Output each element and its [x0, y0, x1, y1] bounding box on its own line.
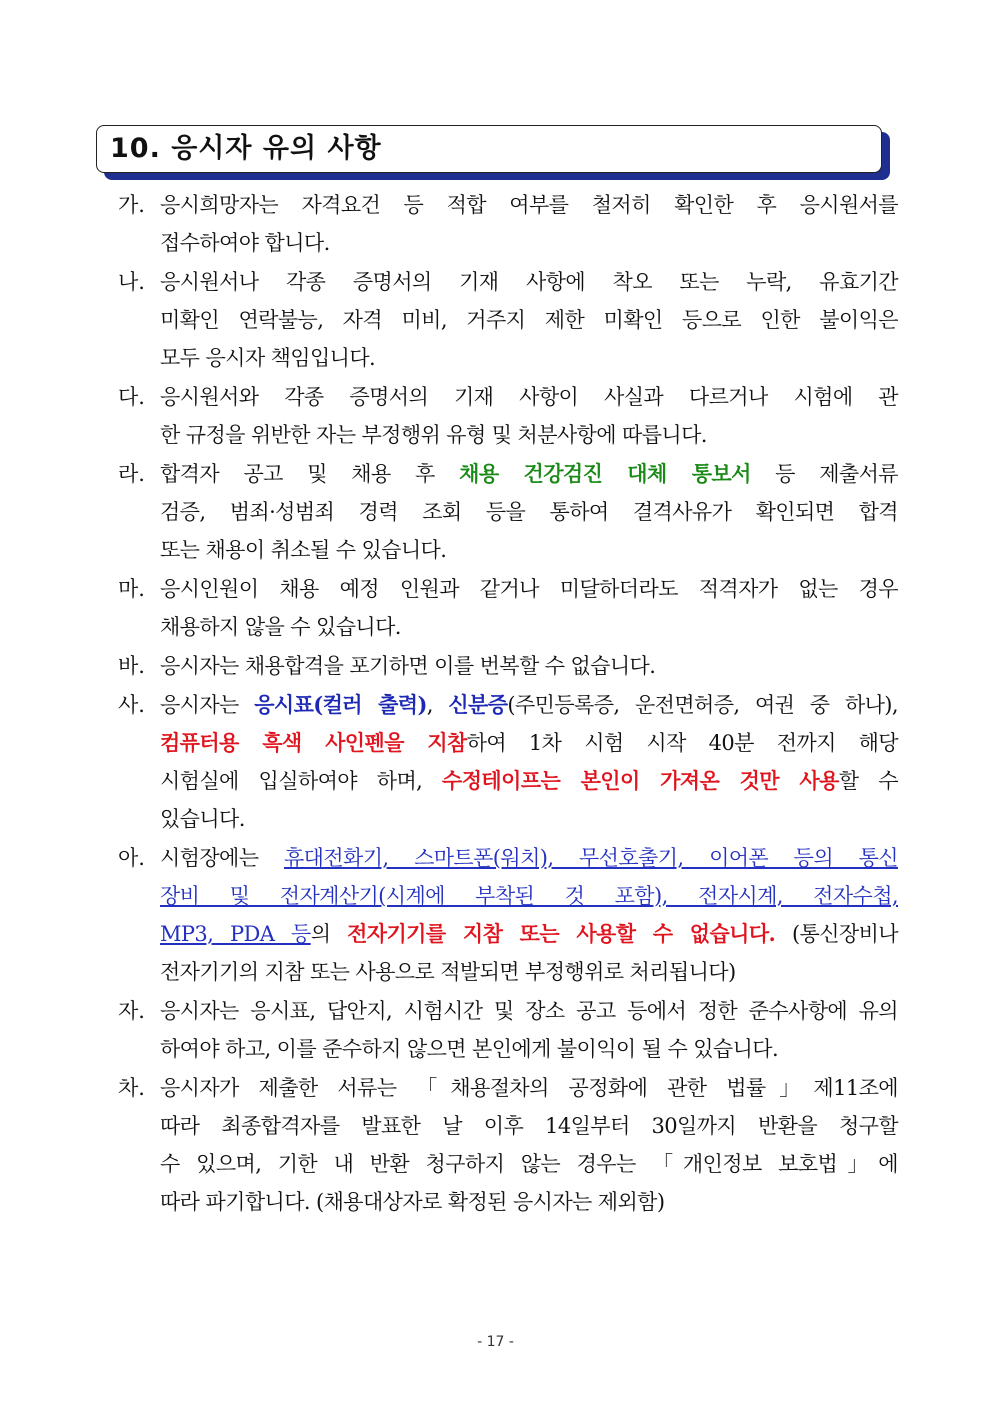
item-marker: 아. — [118, 846, 145, 870]
body-text: 접수하여야 합니다. — [160, 231, 330, 255]
body-text: 전자기기의 지참 또는 사용으로 적발되면 부정행위로 처리됩니다) — [160, 960, 736, 984]
item-line — [160, 1107, 898, 1145]
body-text: 응시자는 응시표, 답안지, 시험시간 및 장소 공고 등에서 정한 준수사항에 유의 — [160, 999, 898, 1023]
emphasis-text: 신분증 — [448, 692, 508, 717]
item-line — [160, 263, 898, 301]
item-line — [160, 647, 898, 685]
body-text: 채용하지 않을 수 있습니다. — [160, 615, 401, 639]
item-line — [160, 1145, 898, 1183]
body-text: 시험실에 입실하여야 하며, — [160, 769, 443, 793]
body-text: 응시자가 제출한 서류는 「채용절차의 공정화에 관한 법률」제11조에 — [160, 1076, 898, 1100]
body-text: 응시원서나 각종 증명서의 기재 사항에 착오 또는 누락, 유효기간 — [160, 270, 898, 294]
emphasis-text: 수정테이프는 본인이 가져온 것만 사용 — [442, 768, 839, 793]
body-text: 한 규정을 위반한 자는 부정행위 유형 및 처분사항에 따릅니다. — [160, 423, 707, 447]
emphasis-text: 채용 건강검진 대체 통보서 — [459, 461, 751, 486]
item-line — [160, 915, 898, 953]
notice-list — [118, 186, 898, 1222]
notice-item — [118, 992, 898, 1068]
item-line — [160, 301, 898, 339]
body-text: 응시자는 채용합격을 포기하면 이를 번복할 수 없습니다. — [160, 654, 656, 678]
body-text: 응시희망자는 자격요건 등 적합 여부를 철저히 확인한 후 응시원서를 — [160, 193, 898, 217]
body-text: 또는 채용이 취소될 수 있습니다. — [160, 538, 447, 562]
item-marker: 라. — [118, 462, 145, 486]
page-number: - 17 - — [477, 1334, 514, 1350]
item-marker: 자. — [118, 999, 145, 1023]
body-text: 검증, 범죄·성범죄 경력 조회 등을 통하여 결격사유가 확인되면 합격 — [160, 500, 898, 524]
body-text: 하여 1차 시험 시작 40분 전까지 해당 — [466, 731, 898, 755]
item-line — [160, 686, 898, 724]
emphasis-text: MP3, PDA 등 — [160, 922, 311, 946]
item-line — [160, 1069, 898, 1107]
item-line — [160, 1030, 898, 1068]
body-text: 시험장에는 — [160, 846, 284, 870]
notice-item — [118, 647, 898, 685]
item-line — [160, 531, 898, 569]
notice-item — [118, 186, 898, 262]
body-text: 따라 최종합격자를 발표한 날 이후 14일부터 30일까지 반환을 청구할 — [160, 1114, 898, 1138]
item-line — [160, 877, 898, 915]
body-text: 합격자 공고 및 채용 후 — [160, 462, 460, 486]
item-line — [160, 608, 898, 646]
body-text: (주민등록증, 운전면허증, 여권 중 하나), — [507, 693, 898, 717]
item-line — [160, 416, 898, 454]
notice-item — [118, 378, 898, 454]
notice-item — [118, 570, 898, 646]
body-text: 응시인원이 채용 예정 인원과 같거나 미달하더라도 적격자가 없는 경우 — [160, 577, 898, 601]
emphasis-text: 휴대전화기, 스마트폰(워치), 무선호출기, 이어폰 등의 통신 — [284, 846, 898, 870]
item-line — [160, 186, 898, 224]
body-text: 등 제출서류 — [750, 462, 898, 486]
item-line — [160, 762, 898, 800]
notice-item — [118, 263, 898, 377]
body-text: 응시자는 — [160, 693, 255, 717]
emphasis-text: 장비 및 전자계산기(시계에 부착된 것 포함), 전자시계, 전자수첩, — [160, 884, 898, 908]
item-line — [160, 224, 898, 262]
item-marker: 사. — [118, 693, 145, 717]
body-text: 있습니다. — [160, 807, 245, 831]
body-text: 할 수 — [838, 769, 898, 793]
item-marker: 나. — [118, 270, 145, 294]
notice-item — [118, 686, 898, 838]
notice-item — [118, 455, 898, 569]
item-marker: 마. — [118, 577, 145, 601]
body-text: 의 — [310, 922, 348, 946]
item-line — [160, 953, 898, 991]
emphasis-text: 전자기기를 지참 또는 사용할 수 없습니다. — [347, 921, 776, 946]
item-line — [160, 800, 898, 838]
item-marker: 바. — [118, 654, 145, 678]
body-text: 하여야 하고, 이를 준수하지 않으면 본인에게 불이익이 될 수 있습니다. — [160, 1037, 779, 1061]
body-text: 따라 파기합니다. (채용대상자로 확정된 응시자는 제외함) — [160, 1190, 665, 1214]
section-title: 10. 응시자 유의 사항 — [110, 133, 382, 164]
item-line — [160, 724, 898, 762]
item-line — [160, 839, 898, 877]
emphasis-text: 컴퓨터용 흑색 사인펜을 지참 — [160, 730, 467, 755]
item-line — [160, 992, 898, 1030]
notice-item — [118, 1069, 898, 1221]
body-text: 모두 응시자 책임입니다. — [160, 346, 376, 370]
body-text: 응시원서와 각종 증명서의 기재 사항이 사실과 다르거나 시험에 관 — [160, 385, 898, 409]
item-marker: 가. — [118, 193, 145, 217]
notice-item — [118, 839, 898, 991]
item-marker: 차. — [118, 1076, 145, 1100]
body-text: (통신장비나 — [775, 922, 898, 946]
body-text: 수 있으며, 기한 내 반환 청구하지 않는 경우는 「개인정보 보호법」에 — [160, 1152, 898, 1176]
item-line — [160, 339, 898, 377]
body-text: 미확인 연락불능, 자격 미비, 거주지 제한 미확인 등으로 인한 불이익은 — [160, 308, 898, 332]
item-line — [160, 455, 898, 493]
item-line — [160, 570, 898, 608]
item-line — [160, 378, 898, 416]
item-line — [160, 1183, 898, 1221]
item-line — [160, 493, 898, 531]
emphasis-text: 응시표(컬러 출력) — [254, 692, 427, 717]
body-text: , — [426, 693, 449, 717]
item-marker: 다. — [118, 385, 145, 409]
